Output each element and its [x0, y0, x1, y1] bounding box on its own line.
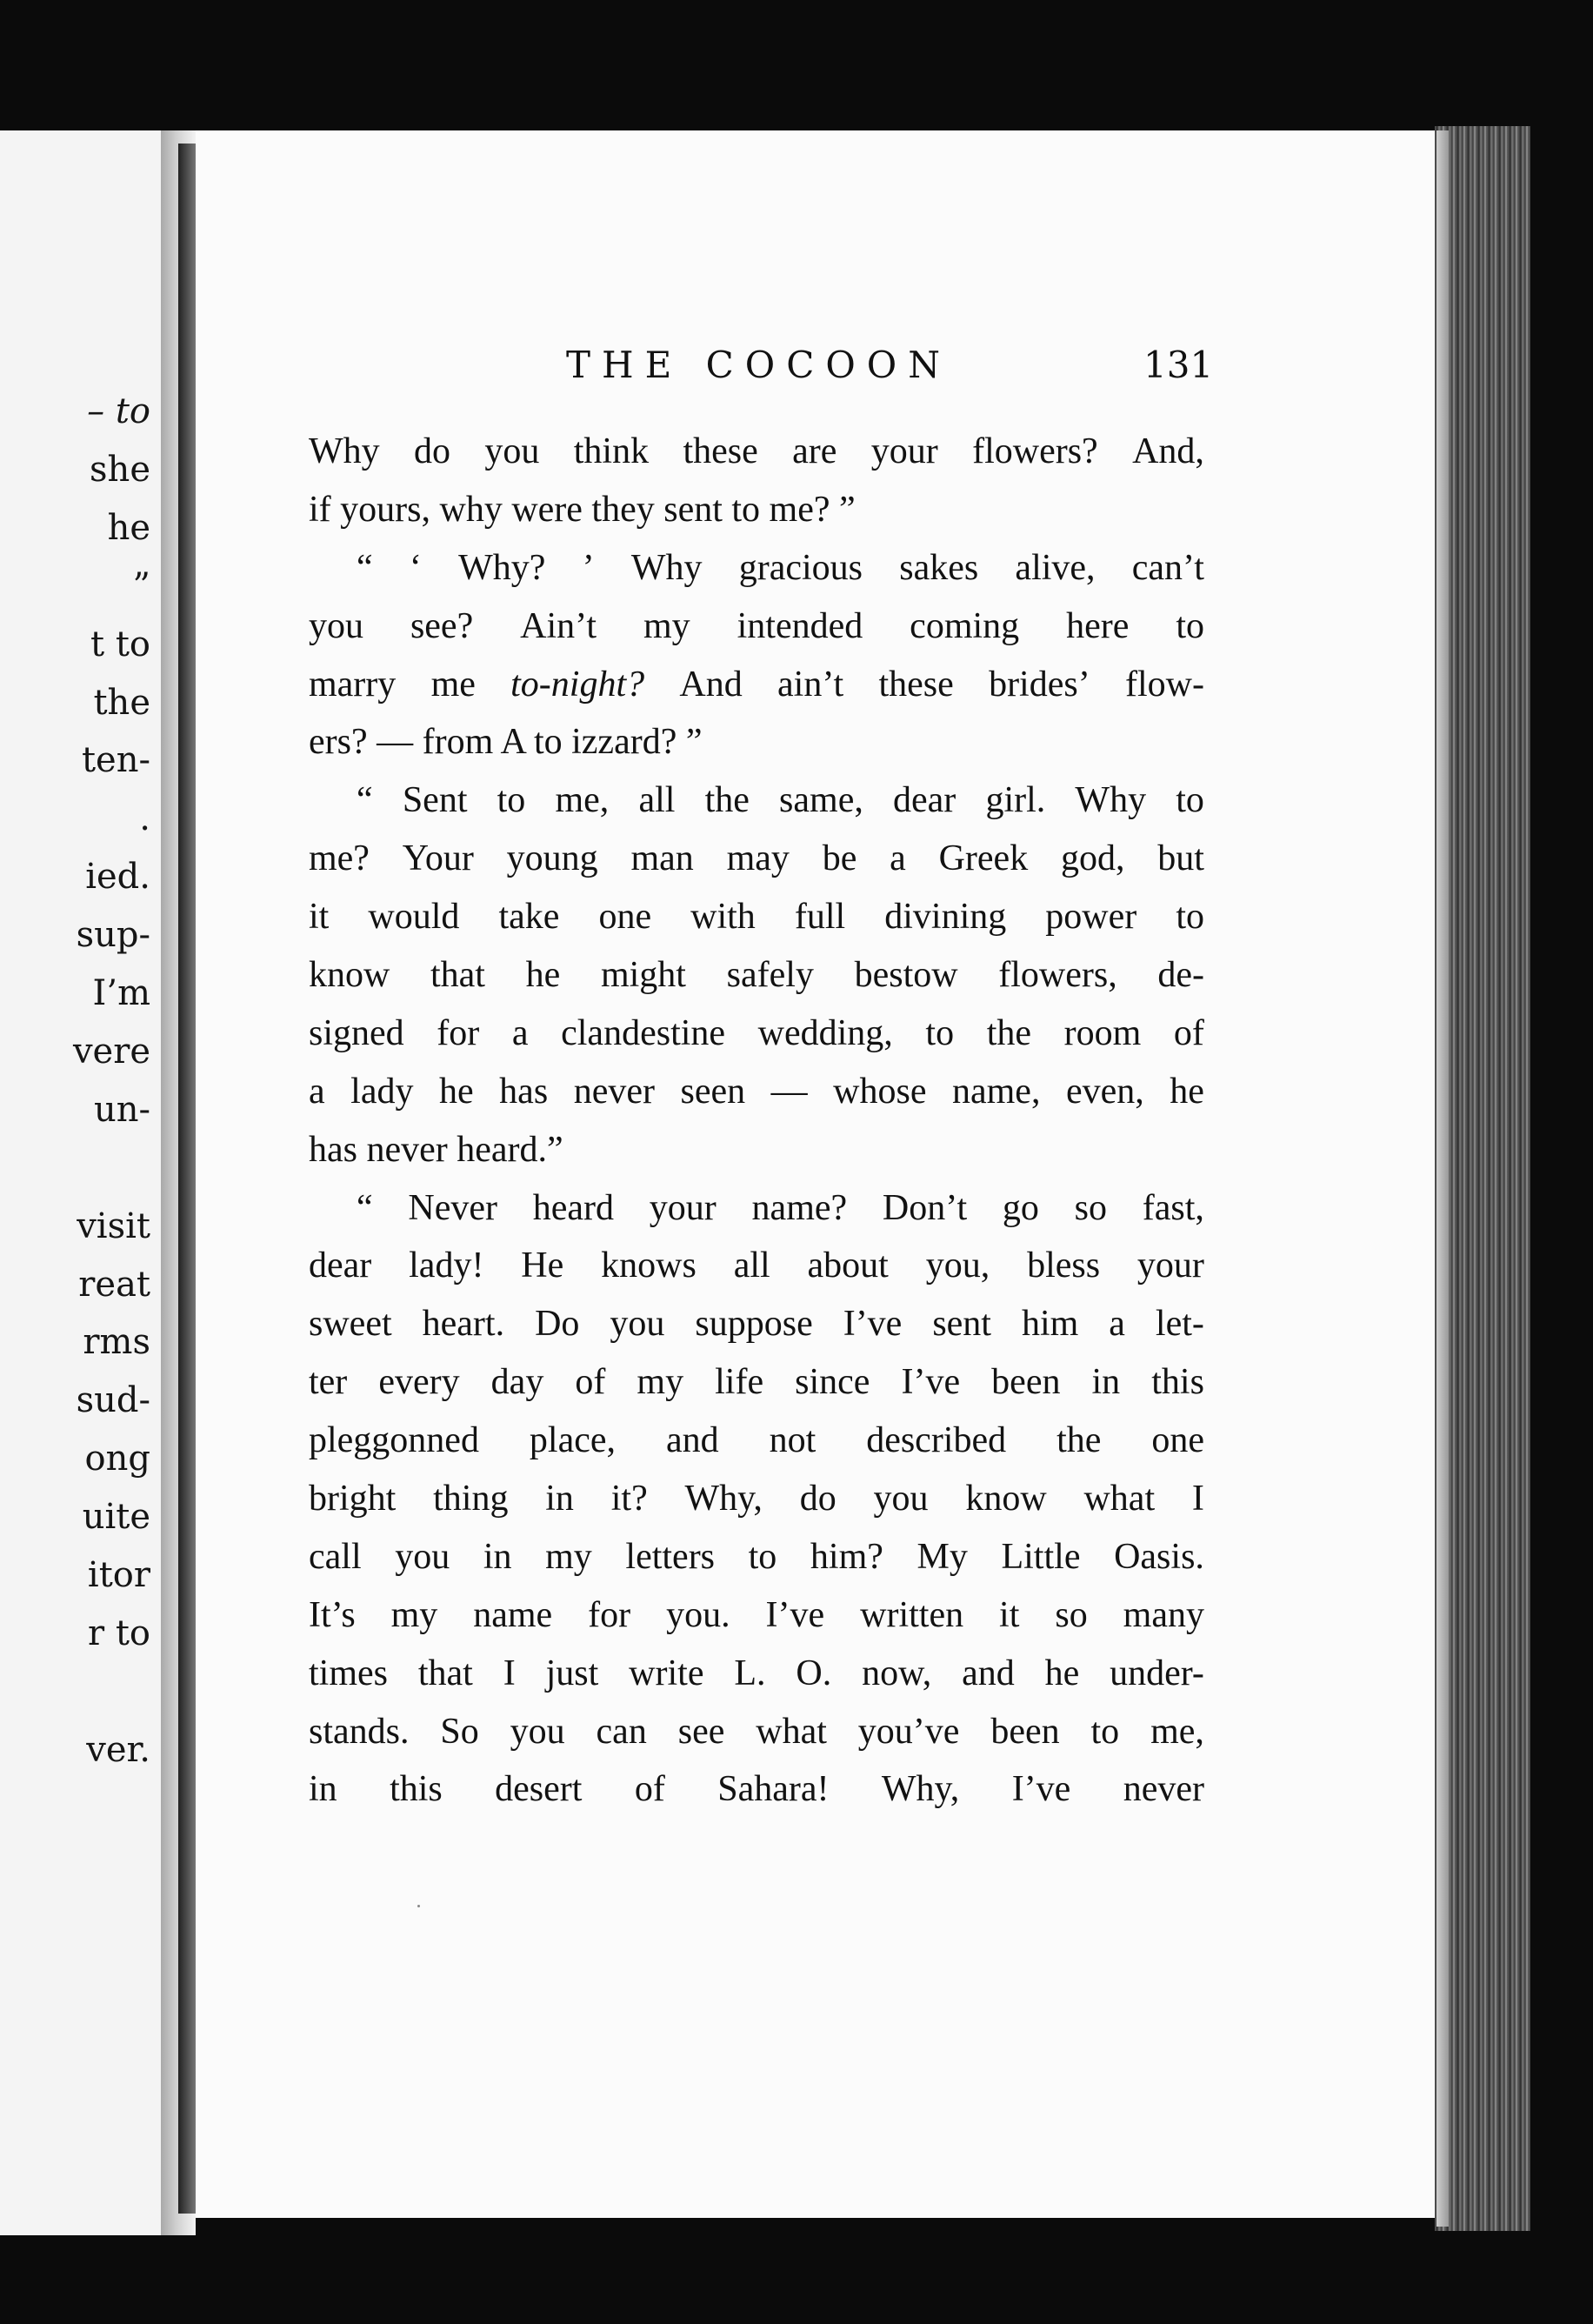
word: gracious: [738, 547, 863, 588]
running-title: THE COCOON: [566, 344, 951, 386]
word: a: [511, 1012, 529, 1053]
word: Don’t: [882, 1187, 968, 1228]
text-segment: ers? — from A to izzard? ”: [309, 722, 703, 763]
word: O.: [796, 1653, 832, 1693]
word: in: [309, 1769, 337, 1810]
word: It’s: [309, 1594, 356, 1635]
word: never: [1123, 1769, 1204, 1810]
word: you: [484, 431, 540, 471]
word: my: [545, 1536, 592, 1577]
word: see?: [410, 605, 474, 646]
word: god,: [1061, 838, 1125, 879]
word: in: [1091, 1362, 1121, 1403]
word: even,: [1065, 1071, 1144, 1112]
text-line: [309, 1005, 1204, 1063]
text-line: [309, 1295, 1204, 1353]
word: Do: [535, 1304, 580, 1345]
word: but: [1157, 838, 1204, 879]
word: day: [490, 1362, 544, 1403]
word: been: [990, 1711, 1060, 1752]
text-line: [309, 539, 1204, 598]
word: every: [378, 1362, 460, 1403]
word: “: [357, 547, 373, 588]
word: would: [368, 897, 460, 938]
word: you: [309, 605, 363, 646]
word: fast,: [1142, 1187, 1204, 1228]
left-page-line: sud-: [76, 1380, 150, 1421]
text-line: [309, 1237, 1204, 1295]
left-page-line: ”: [132, 565, 150, 606]
word: divining: [884, 897, 1007, 938]
word: for: [588, 1594, 631, 1635]
left-page-line: uite: [82, 1497, 150, 1538]
word: a: [309, 1071, 325, 1112]
word: I: [1191, 1479, 1204, 1519]
left-page-line: un-: [93, 1089, 150, 1130]
word: many: [1123, 1594, 1204, 1635]
word: you: [610, 1304, 665, 1345]
word: your: [1136, 1245, 1204, 1286]
word: described: [866, 1420, 1007, 1461]
word: “: [357, 780, 373, 821]
left-page-line: vere: [72, 1031, 150, 1072]
word: my: [643, 605, 690, 646]
word: to: [497, 780, 526, 821]
word: the: [986, 1012, 1032, 1053]
word: he: [1170, 1071, 1204, 1112]
word: these: [683, 431, 758, 471]
word: and: [665, 1420, 719, 1461]
word: the: [1056, 1420, 1102, 1461]
word: lady: [350, 1071, 414, 1112]
word: a: [890, 838, 906, 879]
word: ter: [309, 1362, 348, 1403]
word: what: [756, 1711, 827, 1752]
word: young: [506, 838, 598, 879]
text-line: [309, 1470, 1204, 1528]
text-line: [309, 656, 1204, 714]
word: of: [1173, 1012, 1204, 1053]
word: name: [473, 1594, 553, 1635]
word: signed: [309, 1012, 404, 1053]
text-line: [309, 1528, 1204, 1586]
word: take: [498, 897, 560, 938]
word: ‘: [409, 547, 422, 588]
left-page-line: visit: [77, 1205, 150, 1246]
word: just: [545, 1653, 599, 1693]
word: Why,: [881, 1769, 960, 1810]
word: not: [769, 1420, 816, 1461]
word: sweet: [309, 1304, 392, 1345]
word: you: [873, 1479, 929, 1519]
word: bright: [309, 1479, 397, 1519]
word: do: [799, 1479, 836, 1519]
word: Why: [309, 431, 380, 471]
word: I’ve: [1011, 1769, 1071, 1810]
word: wedding,: [757, 1012, 893, 1053]
word: dear: [893, 780, 956, 821]
word: that: [430, 955, 485, 996]
word: flowers?: [972, 431, 1098, 471]
word: my: [390, 1594, 438, 1635]
word: he: [525, 955, 561, 996]
left-page-line: ten-: [81, 740, 150, 781]
left-page-line: the: [93, 682, 150, 723]
word: and: [962, 1653, 1015, 1693]
page-body-text: [309, 423, 1204, 1819]
text-segment: if yours, why were they sent to me? ”: [309, 489, 856, 530]
word: your: [649, 1187, 717, 1228]
word: bestow: [854, 955, 958, 996]
left-page-line: ver.: [86, 1729, 150, 1770]
text-line: [309, 1121, 1204, 1179]
word: to: [1090, 1711, 1120, 1752]
word: I: [503, 1653, 516, 1693]
word: one: [598, 897, 652, 938]
word: are: [792, 431, 837, 471]
word: name,: [952, 1071, 1041, 1112]
word: he: [439, 1071, 474, 1112]
word: clandestine: [561, 1012, 726, 1053]
word: brides’: [989, 664, 1090, 705]
word: name?: [751, 1187, 848, 1228]
text-line: [309, 1586, 1204, 1645]
word: you: [510, 1711, 565, 1752]
word: bless: [1027, 1245, 1101, 1286]
word: what: [1083, 1479, 1156, 1519]
word: Sent: [402, 780, 468, 821]
word: And: [679, 664, 743, 705]
word: this: [1151, 1362, 1204, 1403]
word: —: [770, 1071, 808, 1112]
left-page-line: itor: [87, 1555, 150, 1595]
left-page-line: sup-: [76, 915, 150, 956]
word: you,: [925, 1245, 990, 1286]
word: same,: [779, 780, 863, 821]
word: knows: [601, 1245, 697, 1286]
word: And,: [1132, 431, 1204, 471]
word: that: [417, 1653, 473, 1693]
left-page-line: reat: [78, 1264, 150, 1305]
word: you.: [666, 1594, 730, 1635]
word: this: [390, 1769, 443, 1810]
text-line: [309, 1645, 1204, 1703]
word: to: [925, 1012, 955, 1053]
word: stands.: [309, 1711, 410, 1752]
word: to: [748, 1536, 777, 1577]
page-edges: [1435, 126, 1530, 2231]
word: to: [1176, 605, 1204, 646]
word: I’ve: [843, 1304, 903, 1345]
left-page-line: ied.: [85, 857, 150, 898]
word: him: [1021, 1304, 1079, 1345]
word: written: [860, 1594, 964, 1635]
word: know: [965, 1479, 1047, 1519]
word: your: [870, 431, 938, 471]
word: can’t: [1131, 547, 1204, 588]
word: so: [1074, 1187, 1107, 1228]
word: desert: [495, 1769, 583, 1810]
word: flowers,: [998, 955, 1117, 996]
word: flow-: [1124, 664, 1204, 705]
paper-speck: [417, 1905, 420, 1907]
word: for: [437, 1012, 480, 1053]
word: Why,: [684, 1479, 763, 1519]
word: Ain’t: [520, 605, 597, 646]
word: might: [600, 955, 686, 996]
page-number: 131: [1143, 344, 1214, 386]
word: I’ve: [765, 1594, 825, 1635]
word: may: [726, 838, 790, 879]
text-line: [309, 1760, 1204, 1819]
word: under-: [1110, 1653, 1204, 1693]
word: let-: [1155, 1304, 1204, 1345]
left-page-line: rms: [83, 1322, 150, 1363]
word: Never: [408, 1187, 498, 1228]
word: Why: [1075, 780, 1147, 821]
text-line: [309, 713, 1204, 771]
word: now,: [862, 1653, 932, 1693]
word: pleggonned: [309, 1420, 479, 1461]
word: see: [677, 1711, 725, 1752]
word: the: [704, 780, 750, 821]
word: suppose: [695, 1304, 813, 1345]
word: all: [638, 780, 676, 821]
text-line: [309, 1353, 1204, 1412]
word: girl.: [985, 780, 1046, 821]
left-page-line: – to: [87, 391, 150, 431]
word: my: [637, 1362, 684, 1403]
word: these: [878, 664, 954, 705]
previous-page-fragment: [0, 130, 161, 2235]
word: My: [916, 1536, 968, 1577]
word: it: [309, 897, 330, 938]
word: safely: [726, 955, 814, 996]
word: Greek: [938, 838, 1029, 879]
word: thing: [433, 1479, 509, 1519]
word: So: [440, 1711, 479, 1752]
word: of: [634, 1769, 665, 1810]
word: ’: [582, 547, 595, 588]
left-page-line: I’m: [92, 973, 150, 1013]
word: me,: [1150, 1711, 1204, 1752]
word: ain’t: [777, 664, 844, 705]
word: life: [715, 1362, 764, 1403]
page-edge-highlight: [1436, 130, 1449, 2227]
word: has: [499, 1071, 549, 1112]
word: think: [573, 431, 650, 471]
word: me,: [555, 780, 610, 821]
left-page-line: t to: [90, 624, 150, 664]
word: so: [1055, 1594, 1088, 1635]
left-page-line: he: [107, 507, 150, 548]
word: one: [1151, 1420, 1204, 1461]
word: He: [521, 1245, 564, 1286]
word: room: [1063, 1012, 1142, 1053]
word: man: [630, 838, 694, 879]
word: you: [395, 1536, 450, 1577]
text-line: [309, 888, 1204, 946]
word: alive,: [1015, 547, 1096, 588]
page-shadow: [178, 144, 196, 2214]
word: never: [573, 1071, 655, 1112]
word: a: [1109, 1304, 1125, 1345]
word: heard: [532, 1187, 615, 1228]
word: letters: [625, 1536, 716, 1577]
word: in: [545, 1479, 574, 1519]
word: in: [483, 1536, 512, 1577]
word: it: [999, 1594, 1020, 1635]
text-line: [309, 1703, 1204, 1761]
word: it?: [610, 1479, 648, 1519]
word: Sahara!: [717, 1769, 830, 1810]
word: times: [309, 1653, 388, 1693]
word: write: [629, 1653, 704, 1693]
word: to: [1176, 897, 1204, 938]
word: since: [795, 1362, 870, 1403]
word: full: [794, 897, 846, 938]
word: intended: [737, 605, 863, 646]
word: de-: [1157, 955, 1204, 996]
word: L.: [734, 1653, 766, 1693]
word: be: [822, 838, 857, 879]
text-line: [309, 771, 1204, 830]
word: Your: [402, 838, 474, 879]
word: know: [309, 955, 390, 996]
word: he: [1044, 1653, 1080, 1693]
word: do: [414, 431, 451, 471]
word: marry: [309, 664, 397, 705]
word: lady!: [409, 1245, 484, 1286]
word: to: [1176, 780, 1204, 821]
word: been: [991, 1362, 1061, 1403]
word: you’ve: [857, 1711, 960, 1752]
word: sakes: [899, 547, 979, 588]
word: place,: [529, 1420, 616, 1461]
word: coming: [910, 605, 1020, 646]
text-line: [309, 1412, 1204, 1470]
text-line: [309, 946, 1204, 1005]
word: call: [309, 1536, 362, 1577]
word: go: [1002, 1187, 1039, 1228]
word: with: [690, 897, 756, 938]
text-line: [309, 1063, 1204, 1121]
word: of: [575, 1362, 606, 1403]
word: power: [1045, 897, 1137, 938]
word: seen: [680, 1071, 746, 1112]
word: to-night?: [510, 664, 645, 705]
left-page-line: r to: [88, 1613, 150, 1653]
text-line: [309, 598, 1204, 656]
text-line: [309, 1179, 1204, 1238]
word: heart.: [422, 1304, 505, 1345]
word: dear: [309, 1245, 372, 1286]
word: Why: [630, 547, 703, 588]
word: here: [1066, 605, 1130, 646]
word: Oasis.: [1114, 1536, 1204, 1577]
text-line: [309, 423, 1204, 481]
word: sent: [932, 1304, 991, 1345]
word: Little: [1001, 1536, 1081, 1577]
word: “: [357, 1187, 373, 1228]
left-page-line: ong: [84, 1439, 150, 1479]
word: I’ve: [901, 1362, 961, 1403]
left-page-line: she: [90, 449, 150, 490]
word: me: [430, 664, 476, 705]
word: about: [807, 1245, 889, 1286]
word: Why?: [458, 547, 546, 588]
text-line: [309, 830, 1204, 888]
word: whose: [833, 1071, 927, 1112]
text-line: [309, 481, 1204, 539]
word: me?: [309, 838, 370, 879]
word: him?: [810, 1536, 883, 1577]
text-segment: has never heard.”: [309, 1129, 563, 1170]
word: all: [733, 1245, 770, 1286]
left-page-line: .: [139, 798, 150, 839]
word: can: [596, 1711, 647, 1752]
